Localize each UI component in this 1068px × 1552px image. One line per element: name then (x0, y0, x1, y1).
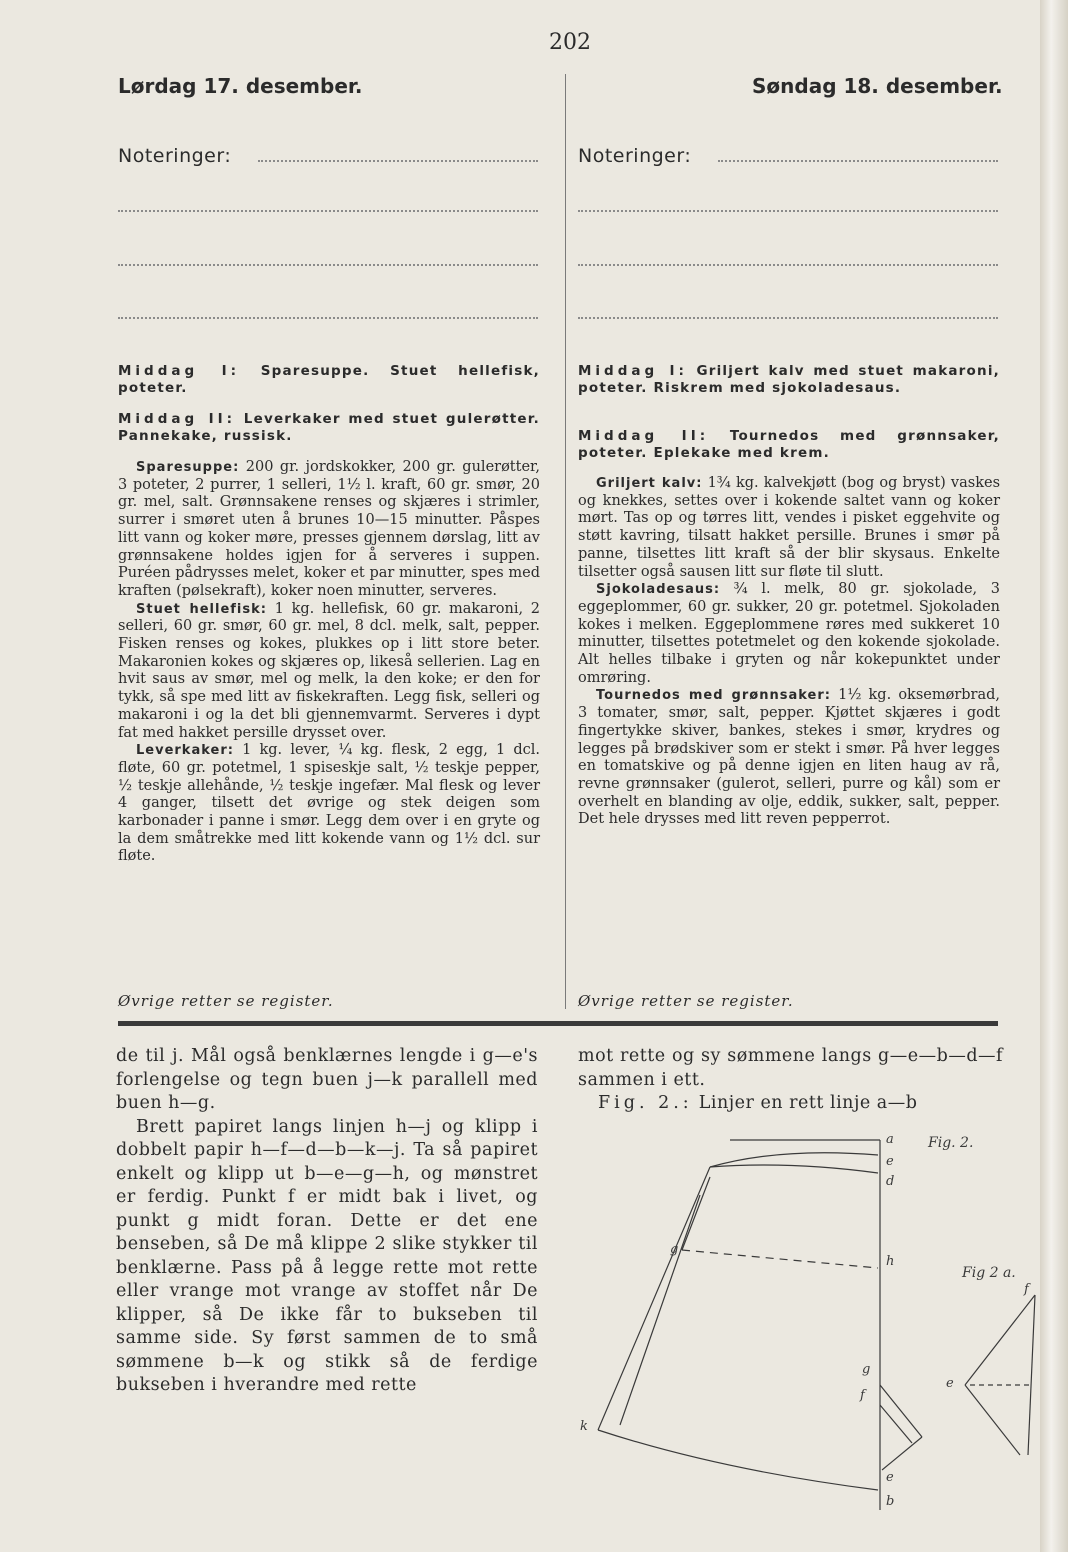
left-notes-line (118, 317, 538, 319)
left-notes-line (258, 160, 538, 162)
inner-leg-line (682, 1177, 710, 1250)
fig2-label: Fig. 2. (928, 1135, 974, 1151)
left-recipes (118, 459, 540, 866)
column-divider (565, 74, 566, 1009)
hem-curve (598, 1430, 878, 1490)
middag-label: Middag II: (118, 411, 237, 427)
recipe-paragraph (118, 601, 540, 743)
point-label-d: d (886, 1174, 895, 1189)
fig2a-line (965, 1295, 1035, 1385)
recipe-title: Tournedos med grønnsaker: (596, 688, 831, 704)
right-recipes (578, 475, 1000, 829)
point-label-g: g (670, 1242, 679, 1257)
waist-curve-e (710, 1153, 878, 1167)
instruction-paragraph: Brett papiret langs linjen h—j og klipp i dobbelt papir h—f—d—b—k—j. Ta så papiret enkelt og klipp ut b—e—g—h, og mønstret er ferdig. Punkt f er midt bak i livet, og punkt g midt foran. Dette er det ene benseben, så De må klippe 2 slike stykker til benklærne. Pass på å legge rette mot rette eller vrange mot vrange av stoffet når De klipper, så De ikke får to bukseben til samme side. Sy først sammen de to små sømmene b—k og stikk så de ferdige bukseben i hverandre med rette (116, 1116, 538, 1395)
middag-text: Griljert kalv med stuet makaroni, poteter. Riskrem med sjokoladesaus. (578, 363, 1000, 396)
sewing-instructions-right (578, 1045, 1003, 1116)
left-notes-line (118, 264, 538, 266)
instruction-paragraph: mot rette og sy sømmene langs g—e—b—d—f sammen i ett. (578, 1046, 1003, 1090)
recipe-text: 1 kg. lever, ¼ kg. flesk, 2 egg, 1 dcl. fløte, 60 gr. potetmel, 1 spiseskje salt, ½ teskje pepper, ½ teskje allehånde, ½ teskje ingefær. Mal flesk og lever 4 ganger, tilsett det øvrige og stek deigen som karbonader i panne i smør. Legg dem over i en gryte og la dem småtrekke med litt kokende vann og 1½ dcl. sur fløte. (118, 742, 541, 865)
point-label-e: e (886, 1154, 894, 1169)
point-label-h: h (886, 1254, 895, 1269)
fig-caption-text: Linjer en rett linje a—b (698, 1093, 918, 1113)
center-line (620, 1195, 700, 1425)
recipe-text: ¾ l. melk, 80 gr. sjokolade, 3 eggeplommer, 60 gr. sukker, 20 gr. potetmel. Sjokoladen kokes i melken. Eggeplommene røres med sukkeret 10 minutter, tilsettes potetmelet og den kokende sjokolade. Alt helles tilbake i gryten og når kokepunktet under omrøring. (578, 581, 1000, 686)
recipe-text: 1¾ kg. kalvekjøtt (bog og bryst) vaskes og knekkes, settes over i kokende saltet vann og koker mørt. Tas op og tørres litt, vendes i pisket eggehvite og støtt kavring, tilsatt hakket persille. Brunes i smør på panne, tilsettes litt kraft så der blir skysaus. Enkelte tilsetter også sausen litt sur fløte til slutt. (578, 475, 1001, 580)
left-middag-2 (118, 411, 540, 445)
middag-text: Tournedos med grønnsaker, poteter. Eplekake med krem. (578, 428, 1000, 461)
left-middag-1 (118, 363, 540, 397)
instruction-paragraph: de til j. Mål også benklærnes lengde i g—e's forlengelse og tegn buen j—k parallell med buen h—g. (116, 1046, 538, 1113)
point-label-k: k (580, 1419, 588, 1434)
right-notes-line (578, 317, 998, 319)
right-middag-1 (578, 363, 1000, 397)
left-notes-line (118, 210, 538, 212)
middag-text: Sparesuppe. Stuet hellefisk, poteter. (118, 363, 540, 396)
recipe-text: 1 kg. hellefisk, 60 gr. makaroni, 2 selleri, 60 gr. smør, 60 gr. mel, 8 dcl. melk, salt, pepper. Fisken renses og kokes, plukkes op i litt store beter. Makaronien kokes og skjæres op, likeså sellerien. Lag en hvit saus av smør, mel og melk, la den koke; er den for tykk, så spe med litt av fiskekraften. Legg fisk, selleri og makaroni i og la det bli gjennemvarmt. Serveres i dypt fat med hakket persille drysset over. (118, 600, 540, 741)
right-day-heading: Søndag 18. desember. (752, 74, 1003, 98)
middag-label: Middag I: (578, 363, 688, 379)
middag-label: Middag II: (578, 428, 710, 444)
recipe-title: Sparesuppe: (136, 460, 240, 475)
recipe-paragraph (118, 459, 540, 601)
point-label-e2: e (886, 1470, 894, 1485)
fig2a-label: Fig 2 a. (962, 1265, 1016, 1281)
fig2a-line (965, 1385, 1020, 1455)
fig2a-line (1028, 1295, 1035, 1455)
figure-caption (578, 1092, 1003, 1116)
right-other-dishes: Øvrige retter se register. (578, 992, 794, 1010)
section-rule (118, 1021, 998, 1026)
sewing-instructions-left (116, 1045, 538, 1398)
fig-caption-label: Fig. 2.: (598, 1093, 693, 1113)
recipe-paragraph (578, 475, 1000, 581)
left-other-dishes: Øvrige retter se register. (118, 992, 334, 1010)
middag-text: Leverkaker med stuet gulerøtter. Pannekake, russisk. (118, 411, 541, 444)
outer-leg-line (598, 1167, 710, 1430)
crotch-line (880, 1405, 912, 1443)
right-middag-2 (578, 428, 1000, 462)
page-number: 202 (549, 30, 591, 55)
recipe-text: 200 gr. jordskokker, 200 gr. gulerøtter, 3 poteter, 2 purrer, 1 selleri, 1½ l. kraft, 60 gr. smør, 20 gr. mel, salt. Grønnsakene renses og skjæres i strimler, surrer i smøret uten å brunes 10—15 minutter. Påspes litt vann og koker møre, presses gjennem dørslag, litt av grønnsakene holdes igjen for å serveres i suppen. Puréen pådrysses melet, koker et par minutter, spes med kraften (pølsekraft), koker noen minutter, serveres. (118, 459, 540, 599)
point-label-b: b (886, 1494, 895, 1509)
right-notes-line (718, 160, 998, 162)
crotch-line (882, 1437, 922, 1470)
hip-dashed-line (682, 1250, 878, 1268)
left-day-heading: Lørdag 17. desember. (118, 74, 363, 98)
recipe-title: Sjokoladesaus: (596, 582, 721, 598)
waist-curve-d (710, 1165, 878, 1173)
page-edge (1040, 0, 1068, 1552)
point-label-a: a (886, 1132, 894, 1147)
right-notes-line (578, 210, 998, 212)
right-notes-label: Noteringer: (578, 145, 692, 167)
point-label-g2: g (862, 1362, 871, 1377)
recipe-text: 1½ kg. oksemørbrad, 3 tomater, smør, salt, pepper. Kjøttet skjæres i godt fingertykke skiver, bankes, stekes i smør, krydres og legges på brødskiver som er stekt i smør. På hver legges en tomatskive og på denne igjen en liten haug av rå, revne grønnsaker (gulerot, selleri, purre og kål) som er overhelt en blanding av olje, eddik, sukker, salt, pepper. Det hele drysses med litt reven pepperrot. (578, 687, 1001, 828)
recipe-paragraph (578, 687, 1000, 829)
point-label-f2: f (1024, 1282, 1029, 1297)
trouser-pattern-figure (560, 1125, 1040, 1545)
point-label-e3: e (946, 1376, 954, 1391)
right-notes-line (578, 264, 998, 266)
point-label-f: f (860, 1388, 865, 1403)
recipe-paragraph (118, 742, 540, 866)
recipe-title: Leverkaker: (136, 743, 234, 759)
recipe-paragraph (578, 581, 1000, 687)
left-notes-label: Noteringer: (118, 145, 232, 167)
middag-label: Middag I: (118, 363, 241, 379)
recipe-title: Griljert kalv: (596, 476, 703, 491)
recipe-title: Stuet hellefisk: (136, 601, 267, 617)
